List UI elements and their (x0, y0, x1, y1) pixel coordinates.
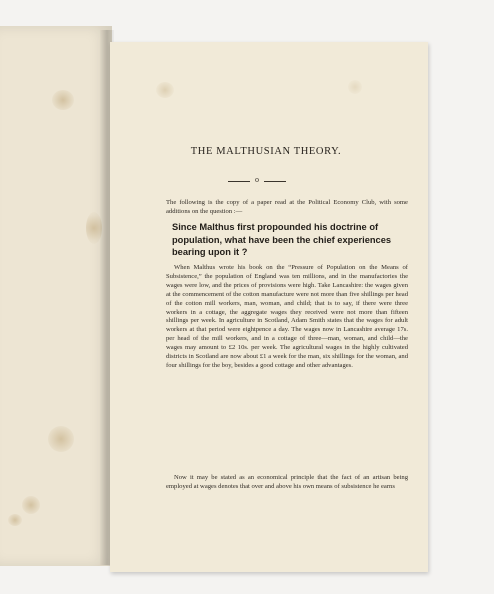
stain (348, 80, 362, 94)
page-title: THE MALTHUSIAN THEORY. (190, 146, 342, 157)
rule-right-line (264, 181, 286, 182)
body-paragraph-1: When Malthus wrote his book on the “Pressure of Population on the Means of Subsistence,” the population of England was ten millions, and in the manufactories the wages were low, and the prices of provisions were high. Take Lancashire: the wages given at the commencement of the cotton manufacture were not more than five shillings per head of the cotton mill workers, man, woman, and child; that is to say, if there were three workers in a cottage, the aggregate wages they received were not more than fifteen shillings per week. In agriculture in Scotland, Adam Smith states that the wages for adult workers at that period were eightpence a day. The wages now in Lancashire average 17s. per head of the mill workers, and in a cottage of three—man, woman, and child—the wages may amount to £2 10s. per week. The agricultural wages in the highly cultivated districts in Scotland are now about £1 a week for the man, six shillings for the woman, and four shillings for the boy, besides a good cottage and other advantages. (166, 264, 408, 369)
left-page (0, 26, 112, 566)
title-rule (228, 176, 286, 186)
intro-paragraph: The following is the copy of a paper read at the Political Economy Club, with some additions on the question :— (166, 199, 408, 215)
stain (156, 82, 174, 98)
rule-ornament: o (255, 175, 259, 184)
rule-left-line (228, 181, 250, 182)
stain (22, 496, 40, 514)
stain (52, 90, 74, 110)
stain (8, 514, 22, 526)
body-paragraph-2: Now it may be stated as an economical principle that the fact of an artisan being employed at wages denotes that over and above his own means of subsistence he earns (166, 474, 408, 490)
stain (48, 426, 74, 452)
question-heading: Since Malthus first propounded his doctrine of population, what have been the chief experiences bearing upon it ? (172, 222, 392, 257)
